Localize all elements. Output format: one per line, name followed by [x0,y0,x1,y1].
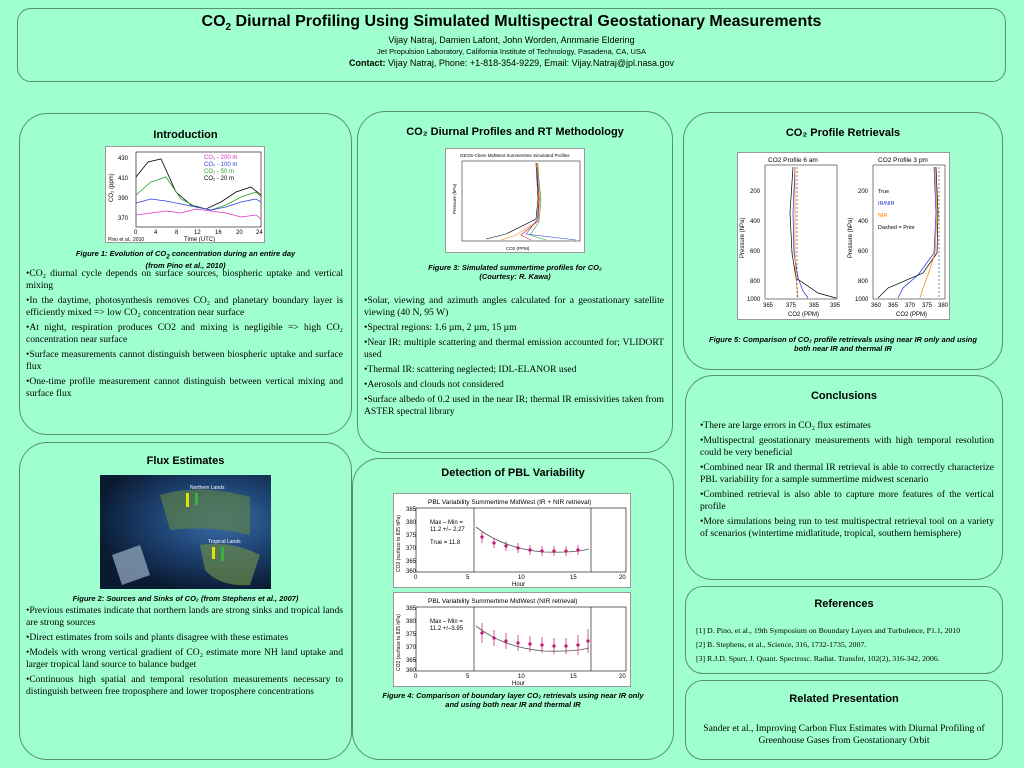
y-tick: 385 [406,507,417,513]
methodology-panel [357,111,673,453]
annotation: Max – Min = [430,520,463,526]
flux-estimates-panel [19,442,352,760]
y-tick: 380 [406,619,417,625]
reference-item: [1] D. Pino, et al., 19th Symposium on Boundary Layers and Turbulence, P1.1, 2010 [696,626,961,635]
x-axis-label: Hour [512,582,526,587]
list-item: • Near IR: multiple scattering and thermal emission accounted for; VLIDORT used [364,337,664,361]
y-axis-label: CO2 (surface to 825 hPa) [396,515,402,572]
pbl-plot-nir [393,592,631,687]
introduction-bullets [20,268,351,403]
y-tick: 200 [750,189,761,195]
y-axis-label: Pressure (hPa) [452,183,457,214]
y-tick: 600 [750,249,761,255]
list-item: • Previous estimates indicate that northern lands are strong sinks and tropical lands are strong sources [26,605,343,629]
y-tick: 360 [406,569,417,575]
legend-entry: IR/NIR [878,201,895,207]
x-axis-label: CO2 (PPM) [506,246,530,251]
introduction-panel [19,113,352,435]
references-list [686,626,1002,664]
authors: Vijay Natraj, Damien Lafont, John Worden, Annmarie Eldering [388,35,635,46]
annotation: Max – Min = [430,619,463,625]
figure-title: GEOS-Chem MidWest Summertime Simulated Profiles [460,153,570,158]
header-panel [17,8,1006,82]
y-tick: 390 [118,196,129,202]
list-item: • Combined near IR and thermal IR retrieval is able to correctly characterize PBL variability for a sample summertime midwest scenario [700,462,994,486]
plot-title: CO2 Profile 6 am [768,157,818,164]
contact: Contact: Vijay Natraj, Phone: +1-818-354-9229, Email: Vijay.Natraj@jpl.nasa.gov [348,58,675,69]
y-tick: 370 [118,216,129,222]
figure-credit: Pino et al., 2010 [108,237,145,242]
list-item: • In the daytime, photosynthesis removes CO₂ and planetary boundary layer is efficiently mixed => low CO₂ concentration near surface [26,295,343,319]
pbl-plot-ir-nir [393,493,631,588]
x-tick: 385 [809,303,820,309]
pbl-title: Detection of PBL Variability [441,467,585,479]
reference-item: [2] B. Stephens, et al., Science, 316, 1732-1735, 2007. [696,640,867,650]
list-item: • At night, respiration produces CO2 and mixing is negligible => high CO₂ concentration near surface [26,322,343,346]
figure-5-profile-plots [737,152,950,320]
x-axis-label: Hour [512,681,526,686]
list-item: • There are large errors in CO₂ flux estimates [700,420,994,432]
y-tick: 385 [406,606,417,612]
plot-title: PBL Variability Summertime MidWest (NIR retrieval) [428,598,578,605]
legend-entry: CO₂ - 200 m [204,155,238,161]
legend-entry: True [878,189,890,195]
x-axis-label: Time (UTC) [184,237,216,242]
related-title: Related Presentation [789,693,899,705]
y-tick: 430 [118,156,129,162]
list-item: • Aerosols and clouds not considered [364,379,664,391]
reference-item: [3] R.J.D. Spurr, J. Quant. Spectrosc. Radiat. Transfer, 102(2), 316-342, 2006. [696,654,940,664]
y-tick: 380 [406,520,417,526]
retrievals-title: CO₂ Profile Retrievals [785,127,901,139]
y-tick: 600 [858,249,869,255]
list-item: • One-time profile measurement cannot distinguish between vertical mixing and surface flux [26,376,343,400]
y-tick: 365 [406,658,417,664]
figure-label: Northern Lands [190,485,225,491]
y-tick: 400 [858,219,869,225]
y-tick: 360 [406,668,417,674]
list-item: • Thermal IR: scattering neglected; IDL-ELANOR used [364,364,664,376]
x-tick: 20 [619,674,626,680]
plot-title: CO2 Profile 3 pm [878,157,928,164]
figure-3-profiles-plot [445,148,585,253]
methodology-title: CO₂ Diurnal Profiles and RT Methodology [406,126,624,138]
x-tick: 24 [256,230,263,236]
legend-entry: Dashed = Prior [878,225,915,231]
annotation: True = 11.8 [430,540,461,546]
x-tick: 5 [466,575,470,581]
list-item: • Surface measurements cannot distinguish between biospheric uptake and surface flux [26,349,343,373]
x-tick: 8 [175,230,179,236]
list-item: • Multispectral geostationary measurements with high temporal resolution could be very beneficial [700,435,994,459]
methodology-bullets [358,295,672,421]
x-tick: 10 [518,575,525,581]
y-axis-label: Pressure (hPa) [848,217,854,258]
list-item: • CO₂ diurnal cycle depends on surface sources, biospheric uptake and vertical mixing [26,268,343,292]
y-tick: 800 [858,279,869,285]
x-axis-label: CO2 (PPM) [788,312,820,318]
poster-title: $CO_2$ Diurnal Profiling Using Simulated Multispectral Geostationary Measurements [201,13,822,34]
figure-5-caption: Figure 5: Comparison of CO₂ profile retrievals using near IR only and using both near IR and thermal IR [709,335,977,353]
x-tick: 365 [888,303,899,309]
figure-2-earth-image [100,475,271,589]
legend-entry: CO₂ - 50 m [204,169,234,175]
x-tick: 0 [414,575,418,581]
x-axis-label: CO2 (PPM) [896,312,928,318]
conclusions-title: Conclusions [810,390,877,402]
list-item: • Models with wrong vertical gradient of CO₂ estimate more NH land uptake and larger tropical land source to balance budget [26,647,343,671]
flux-bullets [20,605,351,701]
conclusions-bullets [694,420,1002,543]
y-tick: 1000 [747,297,761,303]
list-item: • Spectral regions: 1.6 µm, 2 µm, 15 µm [364,322,664,334]
profile-retrievals-panel [683,112,1003,370]
list-item: • More simulations being run to test multispectral retrieval tool on a variety of scenarios (wintertime midlatitude, tropical, southern hemisphere) [700,516,994,540]
x-tick: 365 [763,303,774,309]
x-tick: 20 [236,230,243,236]
figure-1-diurnal-co2-plot [105,146,265,243]
figure-label: Tropical Lands [208,539,241,545]
y-tick: 200 [858,189,869,195]
y-tick: 410 [118,176,129,182]
x-tick: 5 [466,674,470,680]
references-title: References [814,598,874,610]
related-text: Sander et al., Improving Carbon Flux Estimates with Diurnal Profiling of Greenhouse Gases from Geostationary Orbit [703,723,985,747]
list-item: • Surface albedo of 0.2 used in the near IR; thermal IR emissivities taken from ASTER spectral library [364,394,664,418]
y-axis-label: Pressure (hPa) [740,217,746,258]
affiliation: Jet Propulsion Laboratory, California Institute of Technology, Pasadena, CA, USA [377,47,646,57]
plot-title: PBL Variability Summertime MidWest (IR + NIR retrieval) [428,499,592,506]
x-tick: 370 [905,303,916,309]
pbl-variability-panel [352,458,674,760]
related-presentation-panel [685,680,1003,760]
figure-2-caption: Figure 2: Sources and Sinks of CO₂ (from Stephens et al., 2007) [72,594,299,603]
x-tick: 12 [194,230,201,236]
x-tick: 0 [414,674,418,680]
x-tick: 375 [786,303,797,309]
y-tick: 370 [406,546,417,552]
y-tick: 365 [406,559,417,565]
introduction-title: Introduction [153,129,218,141]
x-tick: 10 [518,674,525,680]
x-tick: 20 [619,575,626,581]
legend-entry: CO₂ - 20 m [204,176,234,182]
x-tick: 375 [922,303,933,309]
y-tick: 1000 [855,297,869,303]
x-tick: 15 [570,575,577,581]
figure-3-caption: Figure 3: Simulated summertime profiles for CO₂ (Courtesy: R. Kawa) [428,263,602,281]
x-tick: 395 [830,303,841,309]
y-tick: 375 [406,632,417,638]
y-tick: 370 [406,645,417,651]
x-tick: 360 [871,303,882,309]
x-tick: 15 [570,674,577,680]
list-item: • Solar, viewing and azimuth angles calculated for a geostationary satellite viewing (40 N, 95 W) [364,295,664,319]
x-tick: 0 [134,230,138,236]
y-tick: 375 [406,533,417,539]
list-item: • Continuous high spatial and temporal resolution measurements necessary to distinguish between free troposphere and lower troposphere concentrations [26,674,343,698]
y-tick: 800 [750,279,761,285]
x-tick: 380 [938,303,949,309]
references-panel [685,586,1003,674]
x-tick: 16 [215,230,222,236]
conclusions-panel [685,375,1003,580]
figure-4-caption: Figure 4: Comparison of boundary layer CO₂ retrievals using near IR only and using both near IR and thermal IR [382,691,644,709]
flux-estimates-title: Flux Estimates [146,455,225,467]
annotation: 11.2 +/–3.95 [430,626,464,632]
figure-1-caption: Figure 1: Evolution of $CO_2$ concentration during an entire day (from Pino et al., 2010) [75,249,296,270]
legend-entry: NIR [878,213,888,219]
y-tick: 400 [750,219,761,225]
annotation: 11.2 +/– 2.27 [430,527,465,533]
list-item: • Direct estimates from soils and plants disagree with these estimates [26,632,343,644]
y-axis-label: CO2 (surface to 825 hPa) [396,614,402,671]
list-item: • Combined retrieval is also able to capture more features of the vertical profile [700,489,994,513]
y-axis-label: CO₂ (ppm) [109,173,115,202]
x-tick: 4 [154,230,158,236]
legend-entry: CO₂ - 100 m [204,162,238,168]
